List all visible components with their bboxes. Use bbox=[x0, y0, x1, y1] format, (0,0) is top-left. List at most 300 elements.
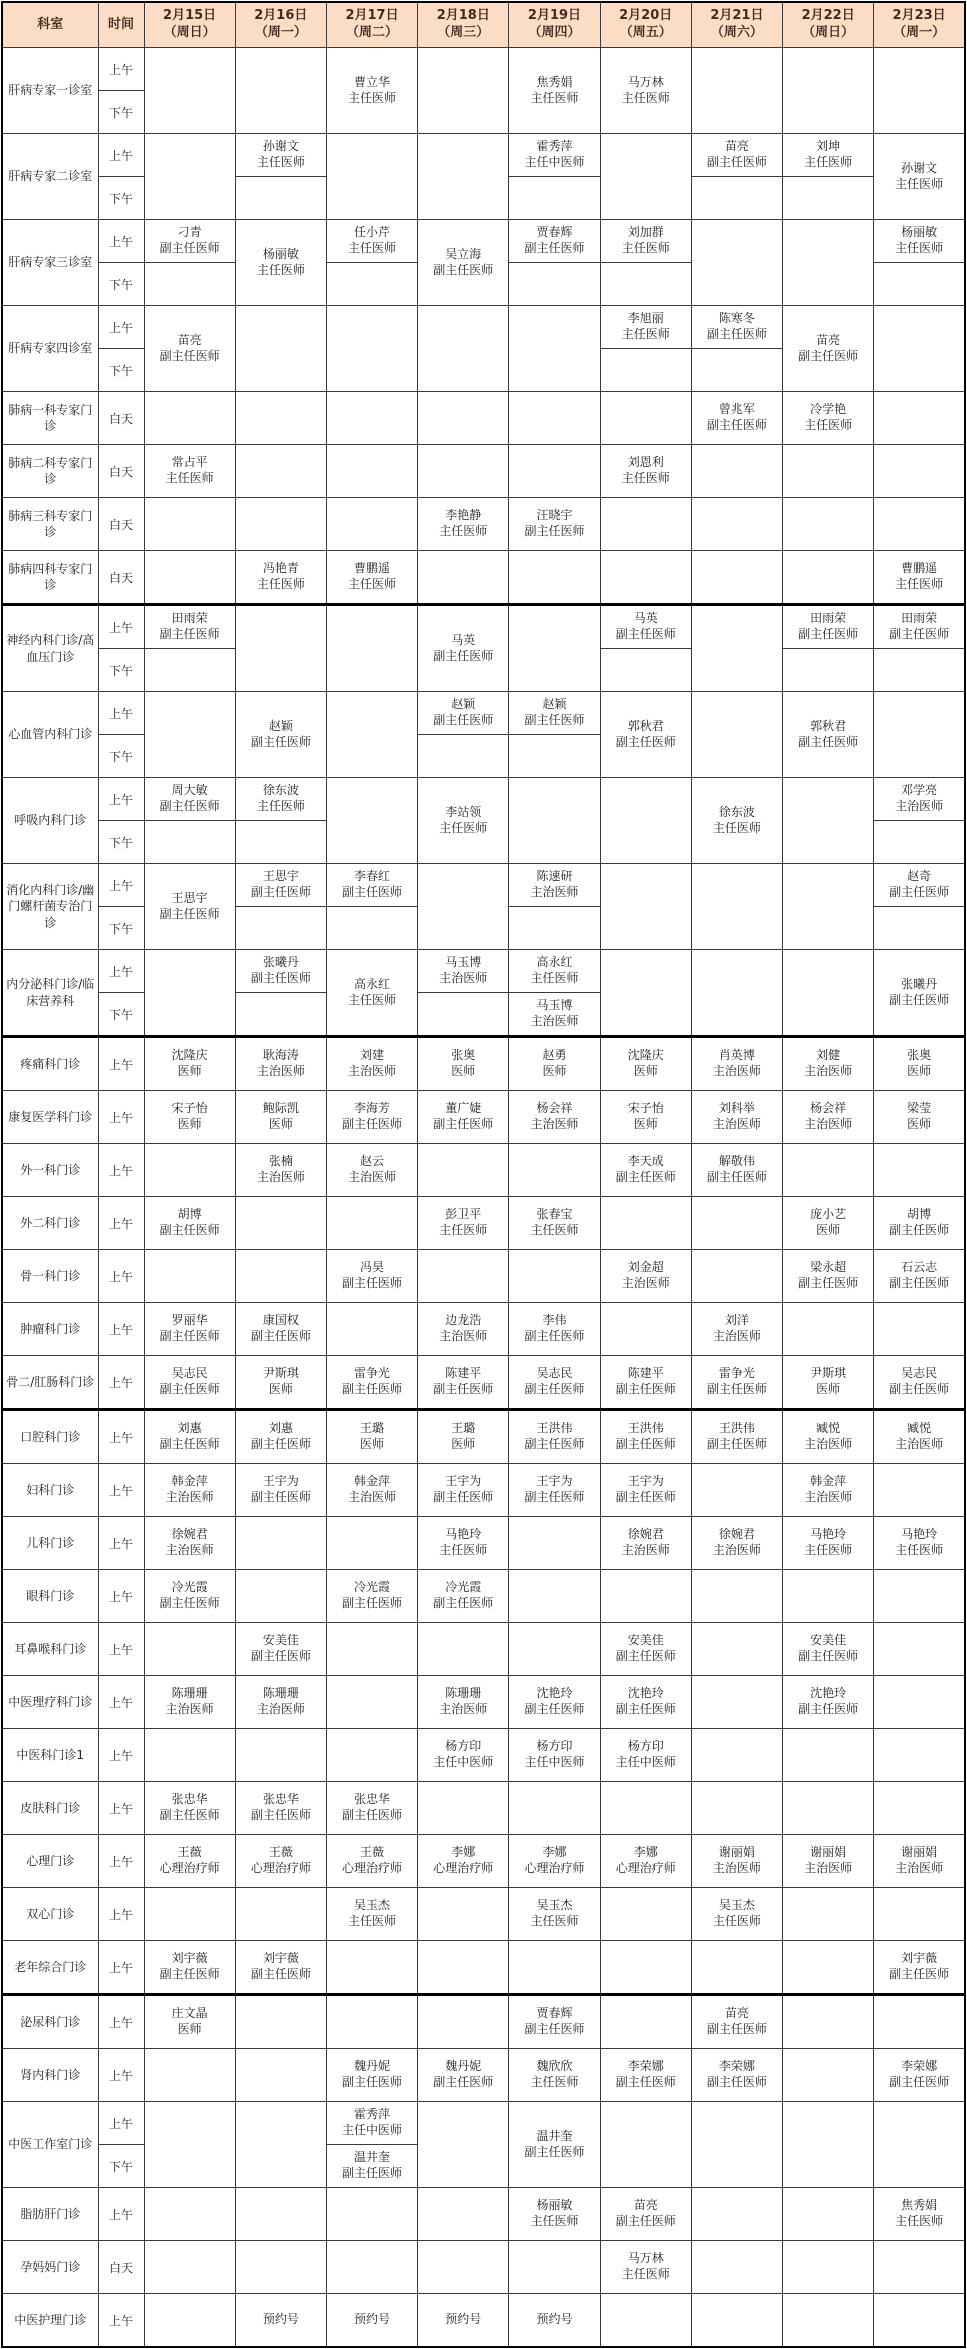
time-cell: 上午 bbox=[98, 1623, 144, 1676]
schedule-cell bbox=[235, 1782, 326, 1835]
doctor-name: 王薇 bbox=[177, 1845, 202, 1860]
schedule-cell bbox=[691, 392, 782, 445]
schedule-cell bbox=[600, 445, 691, 498]
doctor-title: 主任医师 bbox=[530, 1223, 579, 1237]
doctor-name: 安美佳 bbox=[810, 1633, 847, 1648]
time-cell: 上午 bbox=[98, 1303, 144, 1356]
schedule-cell bbox=[144, 498, 235, 551]
dept-row bbox=[2, 1197, 965, 1250]
schedule-cell bbox=[874, 1570, 965, 1623]
doctor-name: 王洪伟 bbox=[718, 1421, 755, 1436]
doctor-name: 冯艳青 bbox=[262, 561, 299, 576]
schedule-cell bbox=[235, 821, 326, 864]
schedule-cell bbox=[235, 1941, 326, 1995]
time-cell: 上午 bbox=[98, 1835, 144, 1888]
schedule-cell bbox=[783, 649, 874, 692]
doctor-title: 主任中医师 bbox=[342, 2123, 403, 2137]
schedule-cell bbox=[326, 263, 417, 306]
doctor-name: 苗亮 bbox=[633, 2198, 658, 2213]
dept-row-am bbox=[2, 220, 965, 263]
doctor-name: 张曦丹 bbox=[901, 976, 938, 991]
schedule-cell bbox=[600, 349, 691, 392]
schedule-cell bbox=[235, 1037, 326, 1091]
dept-cell: 泌尿科门诊 bbox=[2, 1995, 98, 2049]
doctor-name: 王洪伟 bbox=[536, 1421, 573, 1436]
doctor-title: 副主任医师 bbox=[889, 885, 950, 899]
time-cell: 下午 bbox=[98, 735, 144, 778]
doctor-title: 主任中医师 bbox=[433, 1755, 494, 1769]
schedule-cell bbox=[235, 950, 326, 993]
doctor-name: 谢丽娟 bbox=[901, 1845, 938, 1860]
date-column-header: 2月20日 （周五） bbox=[600, 2, 691, 48]
schedule-cell bbox=[691, 306, 782, 349]
doctor-title: 副主任医师 bbox=[433, 1117, 494, 1131]
dept-row bbox=[2, 1676, 965, 1729]
doctor-title: 副主任医师 bbox=[889, 627, 950, 641]
schedule-cell bbox=[783, 605, 874, 649]
doctor-title: 副主任医师 bbox=[798, 627, 859, 641]
time-cell: 上午 bbox=[98, 1729, 144, 1782]
dept-row bbox=[2, 1995, 965, 2049]
doctor-name: 马玉博 bbox=[536, 998, 573, 1013]
doctor-title: 副主任医师 bbox=[342, 1276, 403, 1290]
doctor-title: 副主任医师 bbox=[706, 418, 767, 432]
schedule-cell bbox=[691, 1464, 782, 1517]
schedule-cell bbox=[235, 551, 326, 605]
doctor-name: 李天成 bbox=[627, 1154, 664, 1169]
doctor-title: 副主任医师 bbox=[433, 648, 494, 663]
schedule-cell bbox=[691, 2241, 782, 2294]
doctor-name: 杨方印 bbox=[445, 1739, 482, 1754]
schedule-cell bbox=[235, 605, 326, 692]
schedule-cell bbox=[600, 1995, 691, 2049]
date-column-header: 2月18日 （周三） bbox=[418, 2, 509, 48]
doctor-name: 李娜 bbox=[542, 1845, 567, 1860]
dept-row-am bbox=[2, 864, 965, 907]
schedule-cell bbox=[235, 2102, 326, 2188]
schedule-cell bbox=[600, 392, 691, 445]
schedule-cell bbox=[418, 551, 509, 605]
time-cell: 白天 bbox=[98, 445, 144, 498]
schedule-cell bbox=[874, 778, 965, 821]
time-cell: 下午 bbox=[98, 263, 144, 306]
doctor-title: 心理治疗师 bbox=[433, 1861, 494, 1875]
schedule-cell bbox=[783, 1729, 874, 1782]
doctor-name: 陈速研 bbox=[536, 869, 573, 884]
schedule-cell bbox=[600, 134, 691, 220]
doctor-name: 肖英博 bbox=[718, 1048, 755, 1063]
doctor-title: 主治医师 bbox=[348, 1064, 397, 1078]
schedule-cell bbox=[600, 1464, 691, 1517]
dept-row bbox=[2, 1091, 965, 1144]
doctor-title: 主任中医师 bbox=[524, 1755, 585, 1769]
doctor-title: 医师 bbox=[451, 1437, 476, 1451]
schedule-cell bbox=[783, 950, 874, 1037]
doctor-title: 主治医师 bbox=[165, 1490, 214, 1504]
schedule-cell bbox=[600, 1356, 691, 1410]
date-column-header: 2月21日 （周六） bbox=[691, 2, 782, 48]
time-cell: 白天 bbox=[98, 498, 144, 551]
dept-cell: 孕妈妈门诊 bbox=[2, 2241, 98, 2294]
schedule-cell bbox=[418, 1410, 509, 1464]
doctor-name: 张奥 bbox=[907, 1048, 932, 1063]
doctor-name: 赵颖 bbox=[542, 697, 567, 712]
schedule-cell bbox=[509, 692, 600, 735]
doctor-name: 李艳静 bbox=[445, 508, 482, 523]
schedule-cell bbox=[600, 1303, 691, 1356]
doctor-title: 主任医师 bbox=[712, 1914, 761, 1928]
doctor-name: 赵勇 bbox=[542, 1048, 567, 1063]
schedule-cell bbox=[691, 1676, 782, 1729]
dept-cell: 肺病四科专家门诊 bbox=[2, 551, 98, 605]
doctor-name: 吴志民 bbox=[171, 1366, 208, 1381]
doctor-name: 苗亮 bbox=[724, 139, 749, 154]
schedule-cell bbox=[874, 1144, 965, 1197]
schedule-cell bbox=[600, 950, 691, 1037]
time-cell: 白天 bbox=[98, 392, 144, 445]
doctor-title: 副主任医师 bbox=[159, 1596, 220, 1610]
schedule-cell bbox=[600, 1410, 691, 1464]
doctor-title: 主任医师 bbox=[348, 577, 397, 591]
dept-cell: 呼吸内科门诊 bbox=[2, 778, 98, 864]
doctor-name: 宋子怡 bbox=[627, 1101, 664, 1116]
doctor-name: 王思宇 bbox=[262, 869, 299, 884]
schedule-cell bbox=[235, 2294, 326, 2348]
schedule-cell bbox=[235, 864, 326, 907]
doctor-name: 韩金萍 bbox=[171, 1474, 208, 1489]
schedule-cell bbox=[326, 1995, 417, 2049]
doctor-name: 梁永超 bbox=[810, 1260, 847, 1275]
doctor-name: 马艳玲 bbox=[901, 1527, 938, 1542]
doctor-name: 董广婕 bbox=[445, 1101, 482, 1116]
doctor-title: 医师 bbox=[816, 1223, 841, 1237]
schedule-cell bbox=[874, 605, 965, 649]
schedule-cell bbox=[600, 1835, 691, 1888]
schedule-cell bbox=[418, 1570, 509, 1623]
schedule-cell bbox=[691, 2102, 782, 2188]
schedule-cell bbox=[691, 692, 782, 778]
doctor-name: 马英 bbox=[633, 611, 658, 626]
doctor-title: 主治医师 bbox=[804, 1064, 853, 1078]
schedule-cell bbox=[600, 1729, 691, 1782]
schedule-cell bbox=[235, 1464, 326, 1517]
dept-row bbox=[2, 498, 965, 551]
schedule-cell bbox=[600, 2188, 691, 2241]
schedule-cell bbox=[326, 2145, 417, 2188]
doctor-title: 副主任医师 bbox=[615, 1490, 676, 1504]
schedule-cell bbox=[509, 551, 600, 605]
dept-cell: 神经内科门诊/高血压门诊 bbox=[2, 605, 98, 692]
schedule-cell bbox=[326, 48, 417, 134]
doctor-title: 医师 bbox=[542, 1064, 567, 1078]
doctor-name: 赵颖 bbox=[268, 718, 293, 733]
doctor-name: 曹鹏遥 bbox=[354, 561, 391, 576]
time-cell: 上午 bbox=[98, 220, 144, 263]
doctor-title: 副主任医师 bbox=[342, 1117, 403, 1131]
doctor-name: 吴志民 bbox=[536, 1366, 573, 1381]
schedule-cell bbox=[235, 692, 326, 778]
schedule-cell bbox=[326, 445, 417, 498]
schedule-cell bbox=[874, 1995, 965, 2049]
doctor-name: 田雨荣 bbox=[171, 611, 208, 626]
doctor-name: 吴立海 bbox=[445, 246, 482, 261]
schedule-cell bbox=[144, 1037, 235, 1091]
schedule-cell bbox=[874, 445, 965, 498]
schedule-cell bbox=[874, 1197, 965, 1250]
schedule-cell bbox=[509, 993, 600, 1037]
doctor-name: 王思宇 bbox=[171, 890, 208, 905]
doctor-title: 主任医师 bbox=[256, 262, 305, 277]
doctor-name: 刁青 bbox=[177, 225, 202, 240]
schedule-cell bbox=[418, 692, 509, 735]
schedule-cell bbox=[783, 1197, 874, 1250]
dept-cell: 外二科门诊 bbox=[2, 1197, 98, 1250]
schedule-cell bbox=[326, 1517, 417, 1570]
doctor-name: 曹立华 bbox=[354, 74, 391, 89]
schedule-cell bbox=[144, 1356, 235, 1410]
schedule-cell bbox=[874, 263, 965, 306]
schedule-cell bbox=[509, 778, 600, 864]
doctor-name: 张忠华 bbox=[354, 1792, 391, 1807]
schedule-cell bbox=[144, 1144, 235, 1197]
doctor-name: 刘宇薇 bbox=[262, 1951, 299, 1966]
doctor-name: 谢丽娟 bbox=[810, 1845, 847, 1860]
doctor-name: 杨方印 bbox=[627, 1739, 664, 1754]
schedule-cell bbox=[418, 1464, 509, 1517]
schedule-cell bbox=[235, 1835, 326, 1888]
schedule-cell bbox=[509, 1410, 600, 1464]
doctor-title: 副主任医师 bbox=[615, 1382, 676, 1396]
doctor-name: 石云志 bbox=[901, 1260, 938, 1275]
doctor-name: 贾春辉 bbox=[536, 2006, 573, 2021]
schedule-cell bbox=[691, 1729, 782, 1782]
doctor-title: 主任医师 bbox=[895, 176, 944, 191]
doctor-title: 副主任医师 bbox=[706, 155, 767, 169]
doctor-name: 魏欣欣 bbox=[536, 2059, 573, 2074]
date-column-header: 2月15日 （周日） bbox=[144, 2, 235, 48]
schedule-cell bbox=[691, 1941, 782, 1995]
doctor-name: 彭卫平 bbox=[445, 1207, 482, 1222]
doctor-title: 副主任医师 bbox=[798, 1276, 859, 1290]
doctor-title: 主治医师 bbox=[895, 799, 944, 813]
schedule-cell bbox=[235, 177, 326, 220]
schedule-cell bbox=[691, 1410, 782, 1464]
schedule-cell bbox=[874, 1517, 965, 1570]
schedule-cell bbox=[144, 2294, 235, 2348]
doctor-title: 副主任医师 bbox=[433, 2075, 494, 2089]
schedule-cell bbox=[600, 1144, 691, 1197]
schedule-cell bbox=[418, 993, 509, 1037]
schedule-cell bbox=[600, 649, 691, 692]
doctor-title: 副主任医师 bbox=[250, 1649, 311, 1663]
doctor-name: 孙谢文 bbox=[901, 160, 938, 175]
schedule-cell bbox=[418, 1250, 509, 1303]
schedule-cell bbox=[144, 1091, 235, 1144]
schedule-cell bbox=[235, 2188, 326, 2241]
dept-row-am bbox=[2, 950, 965, 993]
doctor-title: 主治医师 bbox=[804, 1861, 853, 1875]
dept-row bbox=[2, 445, 965, 498]
time-cell: 下午 bbox=[98, 821, 144, 864]
schedule-cell bbox=[691, 1995, 782, 2049]
doctor-name: 康国权 bbox=[262, 1313, 299, 1328]
dept-cell: 中医科门诊1 bbox=[2, 1729, 98, 1782]
doctor-title: 副主任医师 bbox=[615, 734, 676, 749]
schedule-cell bbox=[509, 498, 600, 551]
doctor-title: 主治医师 bbox=[439, 971, 488, 985]
schedule-cell bbox=[691, 349, 782, 392]
doctor-name: 李站领 bbox=[445, 804, 482, 819]
schedule-cell bbox=[691, 1782, 782, 1835]
doctor-name: 陈建平 bbox=[445, 1366, 482, 1381]
doctor-name: 焦秀娟 bbox=[536, 74, 573, 89]
schedule-cell bbox=[326, 306, 417, 392]
doctor-name: 马玉博 bbox=[445, 955, 482, 970]
schedule-cell bbox=[326, 134, 417, 220]
schedule-cell bbox=[783, 1676, 874, 1729]
doctor-title: 主任医师 bbox=[621, 241, 670, 255]
doctor-title: 副主任医师 bbox=[706, 2022, 767, 2036]
doctor-title: 主任医师 bbox=[439, 1223, 488, 1237]
schedule-cell bbox=[691, 2049, 782, 2102]
schedule-cell bbox=[144, 1303, 235, 1356]
schedule-cell bbox=[235, 1197, 326, 1250]
schedule-cell bbox=[874, 498, 965, 551]
schedule-cell bbox=[144, 864, 235, 950]
schedule-cell bbox=[691, 1144, 782, 1197]
doctor-name: 徐婉君 bbox=[718, 1527, 755, 1542]
doctor-title: 副主任医师 bbox=[342, 1596, 403, 1610]
doctor-title: 副主任医师 bbox=[159, 627, 220, 641]
doctor-title: 副主任医师 bbox=[159, 1967, 220, 1981]
doctor-title: 主任医师 bbox=[530, 1914, 579, 1928]
dept-cell: 心血管内科门诊 bbox=[2, 692, 98, 778]
doctor-name: 预约号 bbox=[262, 2312, 299, 2327]
schedule-cell bbox=[144, 2049, 235, 2102]
schedule-cell bbox=[509, 1570, 600, 1623]
schedule-cell bbox=[600, 1782, 691, 1835]
time-cell: 上午 bbox=[98, 1570, 144, 1623]
doctor-name: 郭秋君 bbox=[810, 718, 847, 733]
doctor-name: 雷争光 bbox=[718, 1366, 755, 1381]
dept-cell: 皮肤科门诊 bbox=[2, 1782, 98, 1835]
time-cell: 上午 bbox=[98, 1676, 144, 1729]
doctor-title: 副主任医师 bbox=[159, 1329, 220, 1343]
doctor-title: 副主任医师 bbox=[250, 1808, 311, 1822]
doctor-name: 赵颖 bbox=[451, 697, 476, 712]
doctor-name: 李海芳 bbox=[354, 1101, 391, 1116]
doctor-name: 李荣娜 bbox=[627, 2059, 664, 2074]
doctor-title: 副主任医师 bbox=[159, 1223, 220, 1237]
doctor-title: 副主任医师 bbox=[615, 1437, 676, 1451]
dept-row bbox=[2, 1410, 965, 1464]
schedule-cell bbox=[144, 1410, 235, 1464]
doctor-title: 副主任医师 bbox=[615, 2075, 676, 2089]
time-cell: 下午 bbox=[98, 91, 144, 134]
doctor-name: 贾春辉 bbox=[536, 225, 573, 240]
schedule-cell bbox=[509, 2049, 600, 2102]
doctor-name: 陈寒冬 bbox=[718, 311, 755, 326]
schedule-cell bbox=[691, 551, 782, 605]
schedule-cell bbox=[691, 1570, 782, 1623]
schedule-cell bbox=[235, 306, 326, 392]
schedule-cell bbox=[235, 1250, 326, 1303]
schedule-cell bbox=[418, 48, 509, 134]
doctor-title: 医师 bbox=[360, 1437, 385, 1451]
schedule-cell bbox=[235, 1888, 326, 1941]
dept-row bbox=[2, 1144, 965, 1197]
dept-row bbox=[2, 1835, 965, 1888]
doctor-title: 副主任医师 bbox=[706, 1170, 767, 1184]
doctor-name: 王薇 bbox=[268, 1845, 293, 1860]
doctor-name: 魏丹妮 bbox=[354, 2059, 391, 2074]
schedule-cell bbox=[144, 950, 235, 1037]
time-cell: 下午 bbox=[98, 177, 144, 220]
doctor-title: 副主任医师 bbox=[524, 1490, 585, 1504]
dept-cell: 肺病一科专家门诊 bbox=[2, 392, 98, 445]
doctor-name: 杨方印 bbox=[536, 1739, 573, 1754]
doctor-title: 副主任医师 bbox=[342, 1808, 403, 1822]
doctor-title: 副主任医师 bbox=[615, 1170, 676, 1184]
dept-row-am bbox=[2, 306, 965, 349]
time-cell: 上午 bbox=[98, 605, 144, 649]
doctor-name: 宋子怡 bbox=[171, 1101, 208, 1116]
time-cell: 上午 bbox=[98, 134, 144, 177]
schedule-cell bbox=[874, 1091, 965, 1144]
schedule-cell bbox=[783, 445, 874, 498]
schedule-cell bbox=[509, 134, 600, 177]
time-cell: 上午 bbox=[98, 778, 144, 821]
doctor-title: 主任医师 bbox=[256, 799, 305, 813]
schedule-cell bbox=[509, 605, 600, 692]
schedule-cell bbox=[418, 392, 509, 445]
doctor-name: 吴玉杰 bbox=[354, 1898, 391, 1913]
dept-cell: 肝病专家二诊室 bbox=[2, 134, 98, 220]
doctor-name: 李旭丽 bbox=[627, 311, 664, 326]
schedule-cell bbox=[600, 864, 691, 950]
schedule-cell bbox=[783, 392, 874, 445]
schedule-cell bbox=[418, 778, 509, 864]
time-cell: 上午 bbox=[98, 48, 144, 91]
dept-row bbox=[2, 1888, 965, 1941]
dept-cell: 肝病专家四诊室 bbox=[2, 306, 98, 392]
time-cell: 上午 bbox=[98, 1356, 144, 1410]
dept-cell: 骨二/肛肠科门诊 bbox=[2, 1356, 98, 1410]
schedule-cell bbox=[418, 1517, 509, 1570]
dept-row bbox=[2, 2294, 965, 2348]
doctor-name: 赵奇 bbox=[907, 869, 932, 884]
schedule-cell bbox=[144, 605, 235, 649]
doctor-name: 马万林 bbox=[627, 74, 664, 89]
schedule-cell bbox=[235, 1676, 326, 1729]
schedule-cell bbox=[600, 498, 691, 551]
schedule-cell bbox=[691, 864, 782, 950]
doctor-name: 苗亮 bbox=[816, 332, 841, 347]
doctor-name: 周大敏 bbox=[171, 783, 208, 798]
schedule-cell bbox=[144, 821, 235, 864]
schedule-cell bbox=[326, 1888, 417, 1941]
doctor-title: 副主任医师 bbox=[250, 885, 311, 899]
doctor-title: 主治医师 bbox=[895, 1861, 944, 1875]
doctor-name: 马艳玲 bbox=[445, 1527, 482, 1542]
doctor-name: 刘金超 bbox=[627, 1260, 664, 1275]
schedule-cell bbox=[326, 2049, 417, 2102]
doctor-name: 解敬伟 bbox=[718, 1154, 755, 1169]
dept-row bbox=[2, 1037, 965, 1091]
schedule-cell bbox=[600, 1570, 691, 1623]
dept-cell: 老年综合门诊 bbox=[2, 1941, 98, 1995]
schedule-cell bbox=[874, 1623, 965, 1676]
